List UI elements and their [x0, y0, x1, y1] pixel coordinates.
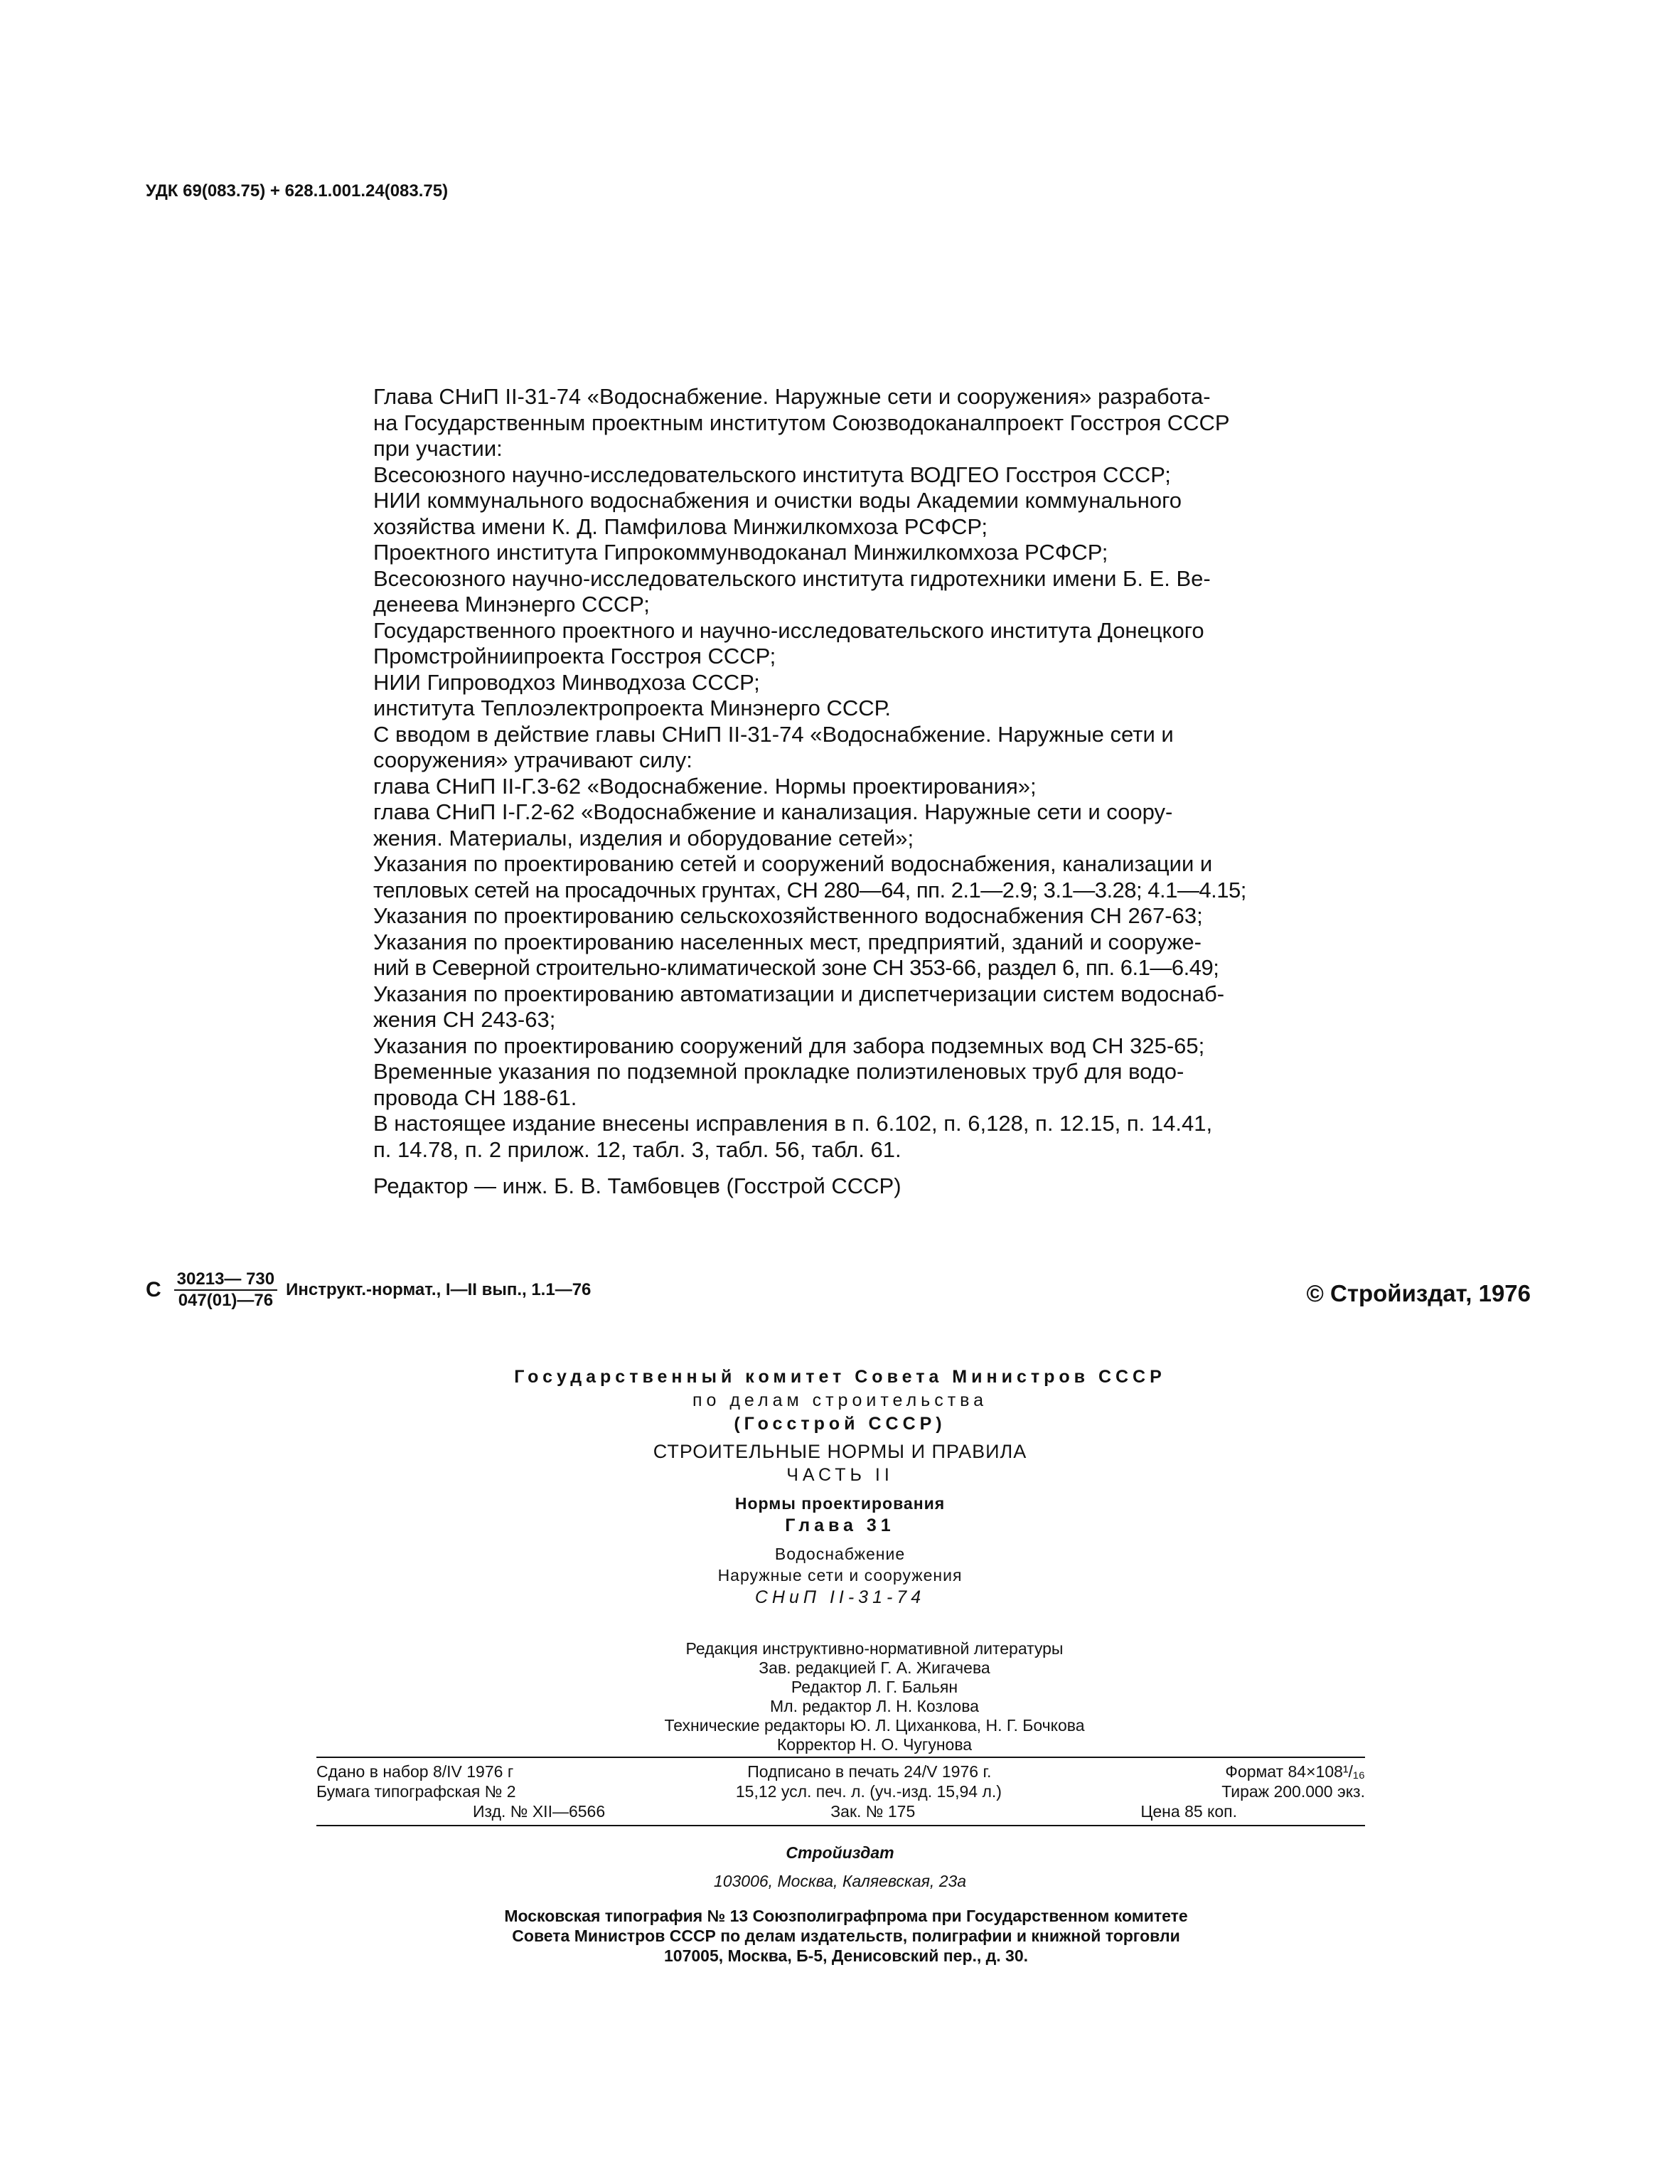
document-title: СТРОИТЕЛЬНЫЕ НОРМЫ И ПРАВИЛА	[653, 1441, 1027, 1462]
document-section: Нормы проектирования	[734, 1494, 946, 1513]
publisher-address: 103006, Москва, Каляевская, 23а	[713, 1872, 967, 1890]
body-line: сооружения» утрачивают силу:	[373, 747, 692, 772]
print-details-table	[316, 1757, 1365, 1826]
body-line: Указания по проектированию сетей и сооружений водоснабжения, канализации и	[373, 851, 1213, 876]
body-line: НИИ коммунального водоснабжения и очистки воды Академии коммунального	[373, 488, 1182, 513]
body-line: при участии:	[373, 436, 503, 461]
body-line: глава СНиП I-Г.2-62 «Водоснабжение и канализация. Наружные сети и соору-	[373, 799, 1173, 824]
body-line: Проектного института Гипрокоммунводоканал Минжилкомхоза РСФСР;	[373, 540, 1108, 565]
body-line: жения СН 243-63;	[373, 1007, 556, 1032]
body-line: Указания по проектированию сооружений для забора подземных вод СН 325-65;	[373, 1033, 1205, 1058]
pubcode-fraction	[174, 1269, 277, 1311]
pubcode-text: Инструкт.-нормат., I—II вып., 1.1—76	[286, 1280, 592, 1299]
editor-line: Редактор — инж. Б. В. Тамбовцев (Госстрой СССР)	[373, 1173, 901, 1198]
document-subject-1: Водоснабжение	[774, 1545, 906, 1563]
printer-line: Московская типография № 13 Союзполиграфпрома при Государственном комитете	[504, 1907, 1188, 1925]
committee-line-2: по делам строительства	[692, 1390, 988, 1410]
body-text	[373, 384, 1365, 1163]
imprint-block	[0, 1365, 1680, 1609]
credits-block	[483, 1639, 1266, 1754]
pubcode-letter: С	[146, 1278, 161, 1301]
body-line: Государственного проектного и научно-исследовательского института Донецкого	[373, 617, 1204, 643]
credits-line: Мл. редактор Л. Н. Козлова	[770, 1697, 979, 1715]
body-line: С вводом в действие главы СНиП II-31-74 «Водоснабжение. Наружные сети и	[373, 721, 1174, 747]
publisher-name: Стройиздат	[786, 1843, 894, 1862]
body-line: ний в Северной строительно-климатической зоне СН 353-66, раздел 6, пп. 6.1—6.49;	[373, 955, 1219, 980]
body-line: тепловых сетей на просадочных грунтах, СН 280—64, пп. 2.1—2.9; 3.1—3.28; 4.1—4.15;	[373, 877, 1246, 902]
body-line: Промстройниипроекта Госстроя СССР;	[373, 644, 776, 668]
document-code: СНиП II-31-74	[754, 1587, 926, 1607]
print-detail-cell: 15,12 усл. печ. л. (уч.-изд. 15,94 л.)	[735, 1782, 1002, 1801]
print-detail-cell: Зак. № 175	[830, 1802, 916, 1821]
print-detail-cell: Цена 85 коп.	[1140, 1802, 1237, 1821]
body-line: глава СНиП II-Г.3-62 «Водоснабжение. Нормы проектирования»;	[373, 773, 1037, 799]
document-part: ЧАСТЬ II	[786, 1465, 894, 1485]
print-detail-cell: Подписано в печать 24/V 1976 г.	[747, 1762, 992, 1781]
body-line: жения. Материалы, изделия и оборудование сетей»;	[373, 825, 914, 851]
printer-line: Совета Министров СССР по делам издательств, полиграфии и книжной торговли	[512, 1927, 1180, 1945]
document-chapter: Глава 31	[785, 1516, 895, 1535]
print-details-row	[316, 1801, 1365, 1821]
document-subject-2: Наружные сети и сооружения	[717, 1566, 963, 1584]
publication-code	[146, 1269, 591, 1311]
body-line: Указания по проектированию сельскохозяйственного водоснабжения СН 267-63;	[373, 903, 1203, 928]
credits-line: Зав. редакцией Г. А. Жигачева	[759, 1658, 990, 1677]
body-line: НИИ Гипроводхоз Минводхоза СССР;	[373, 669, 760, 695]
body-line: института Теплоэлектропроекта Минэнерго СССР.	[373, 696, 892, 720]
body-line: Указания по проектированию автоматизации и диспетчеризации систем водоснаб-	[373, 981, 1225, 1006]
udk-code: УДК 69(083.75) + 628.1.001.24(083.75)	[146, 181, 449, 201]
body-line: В настоящее издание внесены исправления в п. 6.102, п. 6,128, п. 12.15, п. 14.41,	[373, 1111, 1213, 1136]
publisher-block	[0, 1838, 1680, 1895]
printer-line: 107005, Москва, Б-5, Денисовский пер., д. 30.	[663, 1946, 1029, 1965]
print-details-row	[316, 1781, 1365, 1801]
pubcode-denominator: 047(01)—76	[178, 1291, 274, 1310]
body-line: п. 14.78, п. 2 прилож. 12, табл. 3, табл. 56, табл. 61.	[373, 1136, 901, 1162]
print-detail-cell: Тираж 200.000 экз.	[1221, 1782, 1365, 1801]
body-line: хозяйства имени К. Д. Памфилова Минжилкомхоза РСФСР;	[373, 513, 988, 539]
print-detail-cell: Бумага типографская № 2	[316, 1782, 516, 1801]
body-line: Всесоюзного научно-исследовательского института ВОДГЕО Госстроя СССР;	[373, 462, 1171, 487]
body-line: Временные указания по подземной прокладке полиэтиленовых труб для водо-	[373, 1059, 1184, 1084]
print-details-row	[316, 1762, 1365, 1781]
body-line: Указания по проектированию населенных мест, предприятий, зданий и сооруже-	[373, 929, 1202, 954]
pubcode-numerator: 30213— 730	[174, 1269, 277, 1291]
printer-block	[384, 1906, 1308, 1966]
committee-line-3: (Госстрой СССР)	[734, 1414, 946, 1434]
credits-line: Редакция инструктивно-нормативной литературы	[685, 1639, 1064, 1658]
credits-line: Редактор Л. Г. Бальян	[791, 1678, 958, 1696]
print-detail-cell: Изд. № XII—6566	[473, 1802, 606, 1821]
committee-line-1: Государственный комитет Совета Министров СССР	[514, 1367, 1166, 1387]
body-line: Глава СНиП II-31-74 «Водоснабжение. Наружные сети и сооружения» разработа-	[373, 384, 1211, 409]
body-line: Всесоюзного научно-исследовательского института гидротехники имени Б. Е. Ве-	[373, 565, 1211, 591]
credits-line: Технические редакторы Ю. Л. Циханкова, Н. Г. Бочкова	[664, 1716, 1085, 1735]
body-line: на Государственным проектным институтом Союзводоканалпроект Госстроя СССР	[373, 410, 1230, 435]
credits-line: Корректор Н. О. Чугунова	[776, 1735, 973, 1754]
copyright: © Стройиздат, 1976	[1306, 1280, 1531, 1306]
body-line: провода СН 188-61.	[373, 1085, 577, 1110]
print-detail-cell: Формат 84×108¹/₁₆	[1225, 1762, 1365, 1781]
print-detail-cell: Сдано в набор 8/IV 1976 г	[316, 1762, 514, 1781]
body-line: денеева Минэнерго СССР;	[373, 592, 650, 617]
